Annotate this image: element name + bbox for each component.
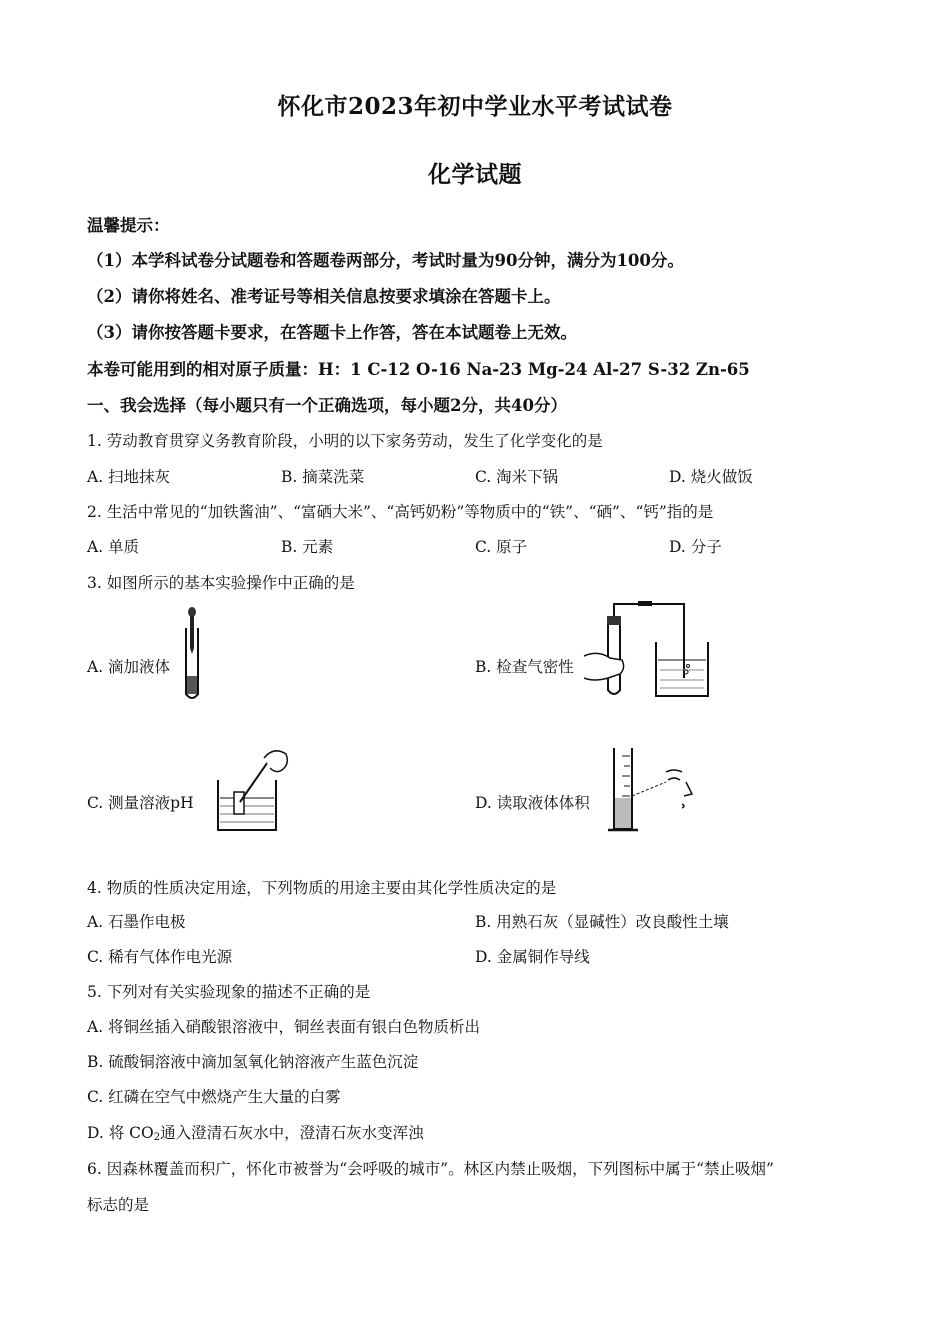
q5-option-c: C. 红磷在空气中燃烧产生大量的白雾 xyxy=(87,1088,341,1106)
q1-option-b: B. 摘菜洗菜 xyxy=(281,468,365,486)
q3-option-a: A. 滴加液体 xyxy=(87,658,171,676)
question-5-stem: 5. 下列对有关实验现象的描述不正确的是 xyxy=(87,983,371,1001)
q2-option-d: D. 分子 xyxy=(669,538,722,556)
q3-option-b: B. 检查气密性 xyxy=(475,658,574,676)
airtightness-check-figure xyxy=(580,598,712,702)
q2-option-a: A. 单质 xyxy=(87,538,140,556)
exam-title: 怀化市2023年初中学业水平考试试卷 xyxy=(277,93,673,120)
graduated-cylinder-reading-figure xyxy=(604,742,700,836)
section-heading: 一、我会选择（每小题只有一个正确选项，每小题2分，共40分） xyxy=(87,396,567,415)
q4-option-c: C. 稀有气体作电光源 xyxy=(87,948,233,966)
tip-item-2: （2）请你将姓名、准考证号等相关信息按要求填涂在答题卡上。 xyxy=(87,287,561,306)
question-3-stem: 3. 如图所示的基本实验操作中正确的是 xyxy=(87,574,355,592)
dropper-test-tube-figure xyxy=(178,606,208,702)
q1-option-a: A. 扫地抹灰 xyxy=(87,468,171,486)
question-2-stem: 2. 生活中常见的“加铁酱油”、“富硒大米”、“高钙奶粉”等物质中的“铁”、“硒”、“钙”指的是 xyxy=(87,503,714,521)
q4-option-d: D. 金属铜作导线 xyxy=(475,948,590,966)
question-4-stem: 4. 物质的性质决定用途，下列物质的用途主要由其化学性质决定的是 xyxy=(87,879,557,897)
q2-option-c: C. 原子 xyxy=(475,538,528,556)
question-6-stem-line2: 标志的是 xyxy=(87,1196,150,1214)
q5-option-d xyxy=(87,1121,424,1143)
atomic-mass-line: 本卷可能用到的相对原子质量：H：1 C-12 O-16 Na-23 Mg-24 Al-27 S-32 Zn-65 xyxy=(87,360,750,379)
tips-heading: 温馨提示： xyxy=(87,216,170,235)
q2-option-b: B. 元素 xyxy=(281,538,334,556)
q4-option-b: B. 用熟石灰（显碱性）改良酸性土壤 xyxy=(475,913,729,931)
tip-item-1: （1）本学科试卷分试题卷和答题卷两部分，考试时量为90分钟，满分为100分。 xyxy=(87,251,684,270)
q5-option-d-prefix: D. 将 CO xyxy=(87,1124,154,1142)
ph-test-figure xyxy=(214,742,294,832)
q5-option-a: A. 将铜丝插入硝酸银溶液中，铜丝表面有银白色物质析出 xyxy=(87,1018,481,1036)
q1-option-c: C. 淘米下锅 xyxy=(475,468,559,486)
q3-option-c: C. 测量溶液pH xyxy=(87,794,194,812)
question-6-stem-line1: 6. 因森林覆盖而积广，怀化市被誉为“会呼吸的城市”。林区内禁止吸烟，下列图标中属于“禁止吸烟” xyxy=(87,1160,774,1178)
q3-option-d: D. 读取液体体积 xyxy=(475,794,590,812)
q1-option-d: D. 烧火做饭 xyxy=(669,468,753,486)
exam-subtitle: 化学试题 xyxy=(428,161,522,188)
q5-option-d-subscript: 2 xyxy=(153,1132,161,1143)
q4-option-a: A. 石墨作电极 xyxy=(87,913,186,931)
q5-option-d-suffix: 通入澄清石灰水中，澄清石灰水变浑浊 xyxy=(160,1124,424,1142)
tip-item-3: （3）请你按答题卡要求，在答题卡上作答，答在本试题卷上无效。 xyxy=(87,323,577,342)
question-1-stem: 1. 劳动教育贯穿义务教育阶段，小明的以下家务劳动，发生了化学变化的是 xyxy=(87,432,603,450)
q5-option-b: B. 硫酸铜溶液中滴加氢氧化钠溶液产生蓝色沉淀 xyxy=(87,1053,419,1071)
